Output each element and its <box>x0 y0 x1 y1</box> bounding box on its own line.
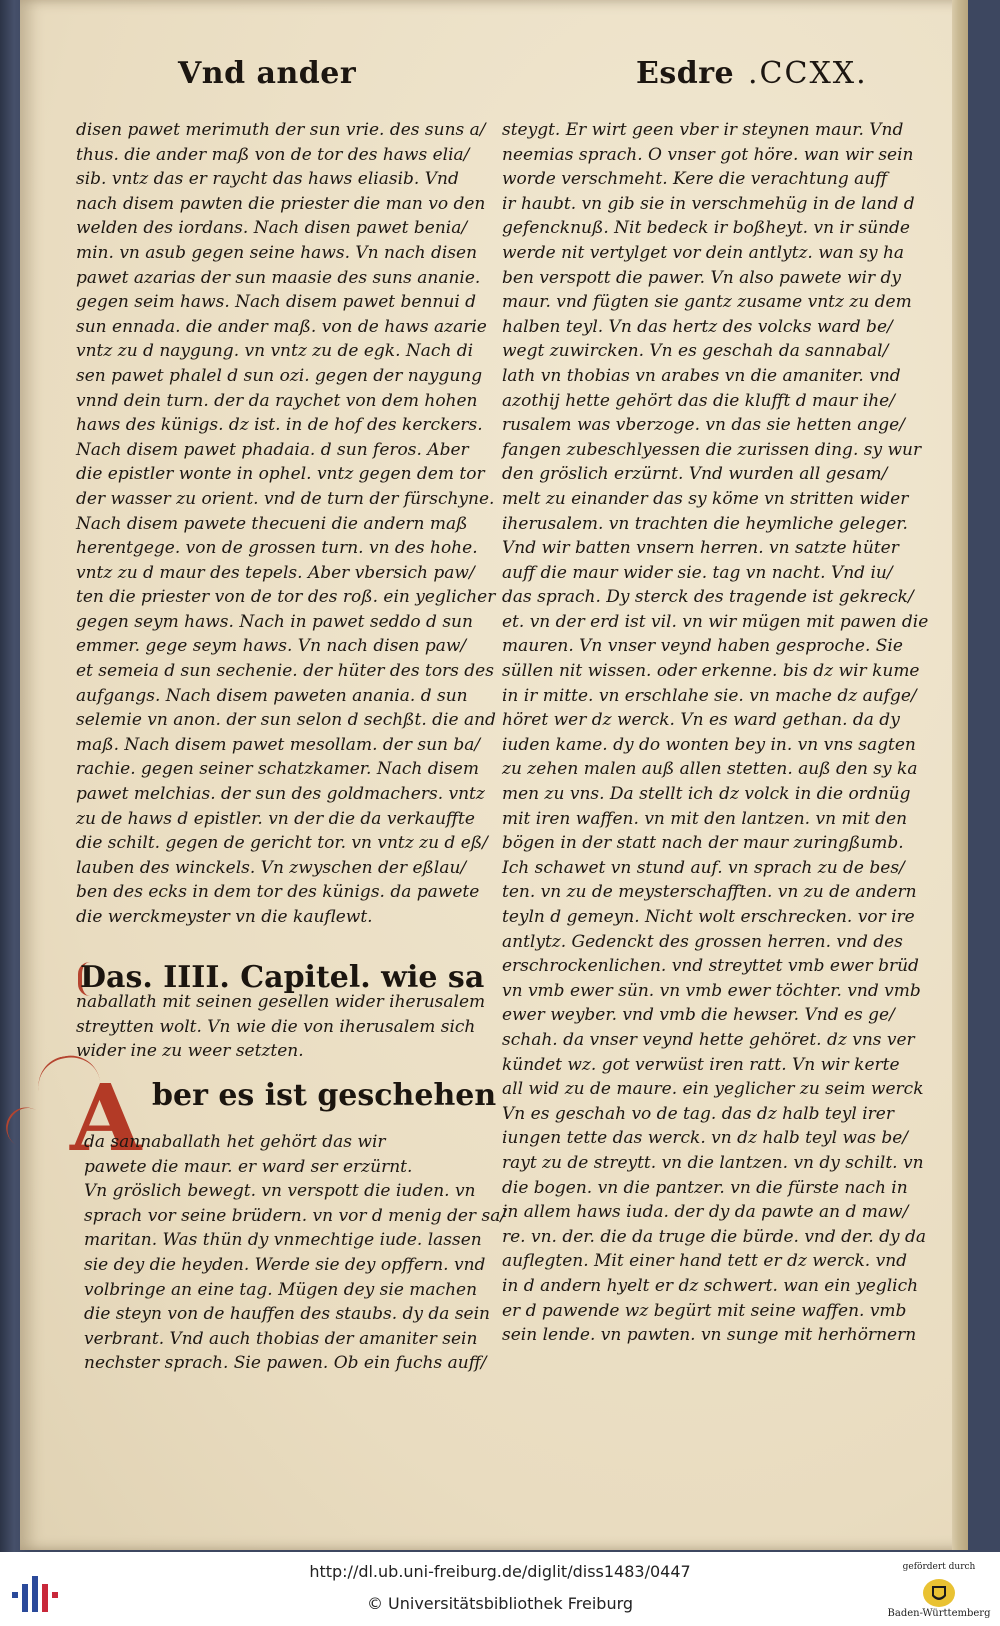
text-line: schah. da vnser veynd hette gehöret. dz vns ver <box>502 1029 915 1050</box>
footer-bar <box>0 1552 1000 1626</box>
chapter-heading: Das. IIII. Capitel. wie sa <box>80 960 485 995</box>
text-line: rusalem was vberzoge. vn das sie hetten ange/ <box>502 415 905 436</box>
text-line: sen pawet phalel d sun ozi. gegen der naygung <box>76 365 483 386</box>
text-line: gegen seim haws. Nach disem pawet bennui d <box>76 292 477 313</box>
text-line: disen pawet merimuth der sun vrie. des suns a/ <box>76 120 486 140</box>
text-line: zu de haws d epistler. vn der die da verkauffte <box>76 808 475 829</box>
text-line: teyln d gemeyn. Nicht wolt erschrecken. vor ire <box>502 907 915 927</box>
sponsor-block <box>884 1556 994 1624</box>
text-line: neemias sprach. O vnser got höre. wan wir sein <box>502 144 914 165</box>
text-line: maritan. Was thün dy vnmechtige iude. lassen <box>84 1230 482 1251</box>
text-line: sein lende. vn pawten. vn sunge mit herhörnern <box>502 1325 917 1346</box>
text-line: süllen nit wissen. oder erkenne. bis dz wir kume <box>502 661 920 682</box>
text-line: kündet wz. got verwüst iren ratt. Vn wir kerte <box>502 1054 900 1075</box>
sponsor-label: gefördert durch <box>902 1562 976 1572</box>
text-line: das sprach. Dy sterck des tragende ist gekreck/ <box>502 587 914 608</box>
text-line: steygt. Er wirt geen vber ir steynen maur. Vnd <box>502 120 904 140</box>
chapter-summary <box>76 990 486 1064</box>
sponsor-state-name: Baden-Württemberg <box>887 1608 991 1619</box>
text-line: et semeia d sun sechenie. der hüter des tors des <box>76 661 494 682</box>
text-line: vntz zu d maur des tepels. Aber vbersich paw/ <box>76 562 475 583</box>
text-line: Vn es geschah vo de tag. das dz halb teyl irer <box>502 1103 894 1124</box>
text-line: sprach vor seine brüdern. vn vor d menig der sa/ <box>84 1205 507 1226</box>
text-line: maur. vnd fügten sie gantz zusame vntz zu dem <box>502 292 912 313</box>
text-line: sib. vntz das er raycht das haws eliasib. Vnd <box>76 169 459 190</box>
text-line: pawet azarias der sun maasie des suns ananie. <box>76 267 481 288</box>
text-line: fangen zubeschlyessen die zurissen ding. sy wur <box>502 439 922 460</box>
text-line: melt zu einander das sy köme vn stritten wider <box>502 488 909 509</box>
text-line: Nach disem pawete thecueni die andern maß <box>76 513 468 534</box>
text-line: nach disem pawten die priester die man vo den <box>76 193 486 214</box>
text-line: die epistler wonte in ophel. vntz gegen dem tor <box>76 464 485 485</box>
text-line: in allem haws iuda. der dy da pawte an d maw/ <box>502 1202 909 1223</box>
footer-copyright: © Universitätsbibliothek Freiburg <box>366 1594 634 1613</box>
text-line: azothij hette gehört das die klufft d maur ihe/ <box>502 390 895 411</box>
text-line: rachie. gegen seiner schatzkamer. Nach disem <box>76 759 479 780</box>
text-line: volbringe an eine tag. Mügen dey sie machen <box>84 1279 478 1300</box>
text-line: mit iren waffen. vn mit den lantzen. vn mit den <box>502 808 908 829</box>
text-line: haws des künigs. dz ist. in de hof des kerckers. <box>76 415 483 436</box>
text-line: worde verschmeht. Kere die verachtung auff <box>502 169 888 190</box>
incipit-line: ber es ist geschehen <box>152 1078 497 1113</box>
running-head-left: Vnd ander <box>178 56 357 91</box>
text-line: Vnd wir batten vnsern herren. vn satzte hüter <box>502 538 899 559</box>
chapter-summary-line: streytten wolt. Vn wie die von iherusalem sich <box>76 1016 476 1037</box>
text-line: auff die maur wider sie. tag vn nacht. Vnd iu/ <box>502 562 893 583</box>
text-line: iherusalem. vn trachten die heymliche geleger. <box>502 513 908 534</box>
text-line: ben des ecks in dem tor des künigs. da pawete <box>76 882 480 903</box>
text-line: pawete die maur. er ward ser erzürnt. <box>84 1156 413 1177</box>
text-line: in ir mitte. vn erschlahe sie. vn mache dz aufge/ <box>502 685 917 706</box>
text-line: ir haubt. vn gib sie in verschmehüg in de land d <box>502 193 915 214</box>
text-line: men zu vns. Da stellt ich dz volck in die ordnüg <box>502 784 911 805</box>
text-line: in d andern hyelt er dz schwert. wan ein yeglich <box>502 1275 919 1296</box>
text-line: sie dey die heyden. Werde sie dey opffern. vnd <box>84 1254 486 1275</box>
text-line: der wasser zu orient. vnd de turn der fürschyne. <box>76 488 495 509</box>
text-line: min. vn asub gegen seine haws. Vn nach disen <box>76 242 478 263</box>
text-line: gefencknuß. Nit bedeck ir boßheyt. vn ir sünde <box>502 218 910 239</box>
right-column-text <box>502 118 929 1348</box>
text-line: auflegten. Mit einer hand tett er dz werck. vnd <box>502 1251 908 1272</box>
text-line: lauben des winckels. Vn zwyschen der eßlau/ <box>76 857 467 878</box>
text-line: werde nit vertylget vor dein antlytz. wan sy ha <box>502 242 905 263</box>
text-line: höret wer dz werck. Vn es ward gethan. da dy <box>502 710 900 731</box>
text-line: wegt zuwircken. Vn es geschah da sannabal/ <box>502 341 889 362</box>
left-column-text <box>76 118 496 930</box>
text-line: erschrockenlichen. vnd streyttet vmb ewer brüd <box>502 956 919 977</box>
folio-number: .CCXX. <box>748 56 868 91</box>
text-line: thus. die ander maß von de tor des haws elia/ <box>76 144 470 165</box>
text-line: welden des iordans. Nach disen pawet benia/ <box>76 218 468 239</box>
text-line: zu zehen malen auß allen stetten. auß den sy ka <box>502 759 918 780</box>
text-line: vnnd dein turn. der da raychet von dem hohen <box>76 390 478 411</box>
text-line: die werckmeyster vn die kauflewt. <box>76 907 373 927</box>
text-line: die bogen. vn die pantzer. vn die fürste nach in <box>502 1177 908 1198</box>
text-line: re. vn. der. die da truge die bürde. vnd der. dy da <box>502 1226 927 1247</box>
text-line: all wid zu de maure. ein yeglicher zu seim werck <box>502 1079 924 1100</box>
red-initial: A <box>70 1064 142 1172</box>
text-line: mauren. Vn vnser veynd haben gesproche. Sie <box>502 636 903 657</box>
text-line: herentgege. von de grossen turn. vn des hohe. <box>76 538 478 559</box>
text-line: vn vmb ewer sün. vn vmb ewer töchter. vnd vmb <box>502 980 921 1001</box>
text-line: sun ennada. die ander maß. von de haws azarie <box>76 316 487 337</box>
text-line: ten. vn zu de meysterschafften. vn zu de andern <box>502 882 917 903</box>
text-line: vntz zu d naygung. vn vntz zu de egk. Nach di <box>76 341 474 362</box>
text-line: emmer. gege seym haws. Vn nach disen paw/ <box>76 636 467 657</box>
text-line: die steyn von de hauffen des staubs. dy da sein <box>84 1304 490 1325</box>
text-line: gegen seym haws. Nach in pawet seddo d sun <box>76 611 473 632</box>
text-line: antlytz. Gedenckt des grossen herren. vnd des <box>502 931 903 952</box>
text-line: den gröslich erzürnt. Vnd wurden all gesam/ <box>502 464 888 485</box>
text-line: ewer weyber. vnd vmb die hewser. Vnd es ge/ <box>502 1005 895 1026</box>
text-line: lath vn thobias vn arabes vn die amaniter. vnd <box>502 365 901 386</box>
running-head-right: Esdre <box>636 56 735 91</box>
text-line: aufgangs. Nach disem paweten anania. d sun <box>76 685 468 706</box>
text-line: Nach disem pawet phadaia. d sun feros. Aber <box>76 439 469 460</box>
text-line: iungen tette das werck. vn dz halb teyl was be/ <box>502 1128 908 1149</box>
text-line: ben verspott die pawer. Vn also pawete wir dy <box>502 267 901 288</box>
text-line: Vn gröslich bewegt. vn verspott die iuden. vn <box>84 1181 476 1202</box>
text-line: pawet melchias. der sun des goldmachers. vntz <box>76 784 485 805</box>
text-line: maß. Nach disem pawet mesollam. der sun ba/ <box>76 734 481 755</box>
chapter-summary-line: naballath mit seinen gesellen wider iherusalem <box>76 992 486 1012</box>
text-line: die schilt. gegen de gericht tor. vn vntz zu d eß/ <box>76 833 488 854</box>
text-line: bögen in der statt nach der maur zuringßumb. <box>502 833 904 854</box>
text-line: nechster sprach. Sie pawen. Ob ein fuchs auff/ <box>84 1353 487 1374</box>
crest-icon <box>922 1578 956 1608</box>
page-edge <box>952 0 968 1550</box>
text-line: halben teyl. Vn das hertz des volcks ward be/ <box>502 316 893 337</box>
text-line: iuden kame. dy do wonten bey in. vn vns sagten <box>502 734 916 755</box>
text-line: et. vn der erd ist vil. vn wir mügen mit pawen die <box>502 611 929 632</box>
text-line: selemie vn anon. der sun selon d sechßt. die and <box>76 710 496 731</box>
text-line: Ich schawet vn stund auf. vn sprach zu de bes/ <box>502 857 905 878</box>
footer-url-link[interactable]: http://dl.ub.uni-freiburg.de/diglit/diss1483/0447 <box>309 1562 691 1581</box>
text-line: verbrant. Vnd auch thobias der amaniter sein <box>84 1328 478 1349</box>
text-line: ten die priester von de tor des roß. ein yeglicher <box>76 587 496 608</box>
text-line: da sannaballath het gehört das wir <box>84 1132 386 1152</box>
chapter-body-text <box>84 1130 507 1376</box>
text-line: rayt zu de streytt. vn die lantzen. vn dy schilt. vn <box>502 1152 924 1173</box>
text-line: er d pawende wz begürt mit seine waffen. vmb <box>502 1300 907 1321</box>
chapter-summary-line: wider ine zu weer setzten. <box>76 1041 304 1062</box>
